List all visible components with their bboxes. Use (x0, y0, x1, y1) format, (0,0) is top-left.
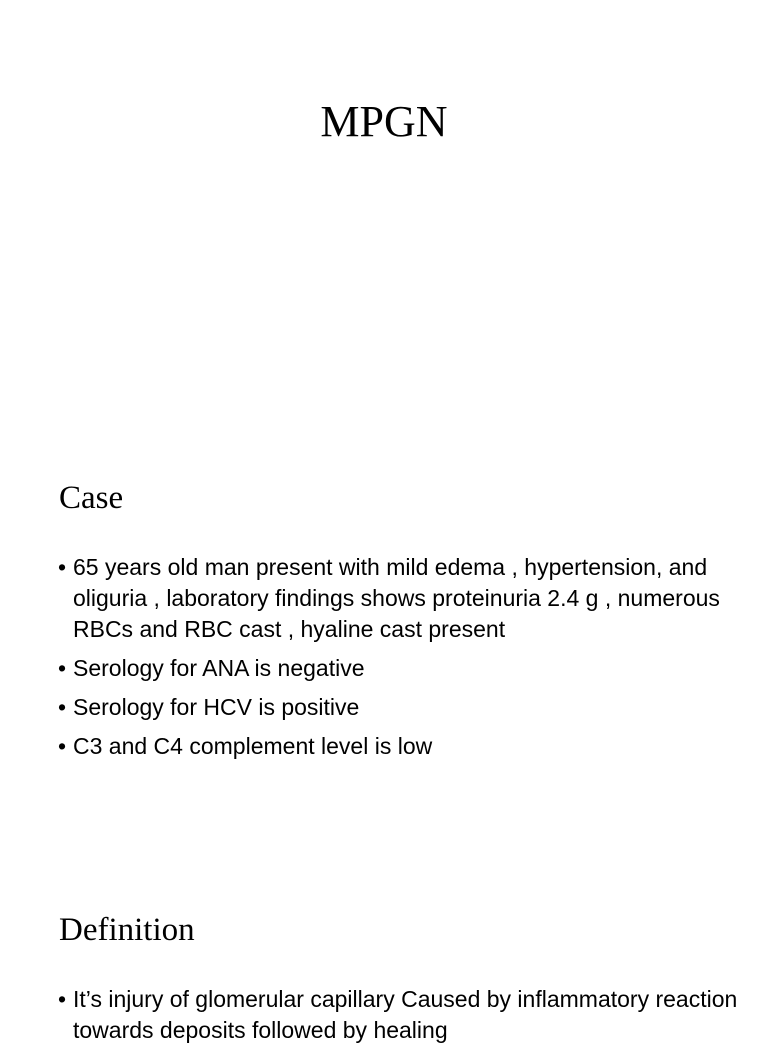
bullet-icon: • (58, 733, 67, 759)
case-bullet-text: 65 years old man present with mild edema , hypertension, and oliguria , laboratory findings shows proteinuria 2.4 g , numerous RBCs and RBC cast , hyaline cast present (73, 554, 720, 642)
case-bullet-text: Serology for ANA is negative (73, 655, 365, 681)
bullet-icon: • (58, 986, 67, 1012)
case-bullet-item (58, 552, 738, 645)
case-bullet-item (58, 692, 738, 723)
case-bullet-text: Serology for HCV is positive (73, 694, 360, 720)
definition-heading: Definition (59, 912, 195, 948)
case-heading: Case (59, 480, 124, 516)
bullet-icon: • (58, 655, 67, 681)
bullet-icon: • (58, 554, 67, 580)
definition-bullet-text: It’s injury of glomerular capillary Caused by inflammatory reaction towards deposits followed by healing (73, 986, 738, 1043)
case-bullet-text: C3 and C4 complement level is low (73, 733, 433, 759)
case-bullet-item (58, 653, 738, 684)
definition-bullet-item (58, 984, 738, 1046)
definition-bullet-list (58, 984, 738, 1054)
case-bullet-item (58, 731, 738, 762)
title-slide (0, 0, 768, 430)
bullet-icon: • (58, 694, 67, 720)
case-bullet-list (58, 552, 738, 770)
slide-title: MPGN (320, 97, 448, 146)
